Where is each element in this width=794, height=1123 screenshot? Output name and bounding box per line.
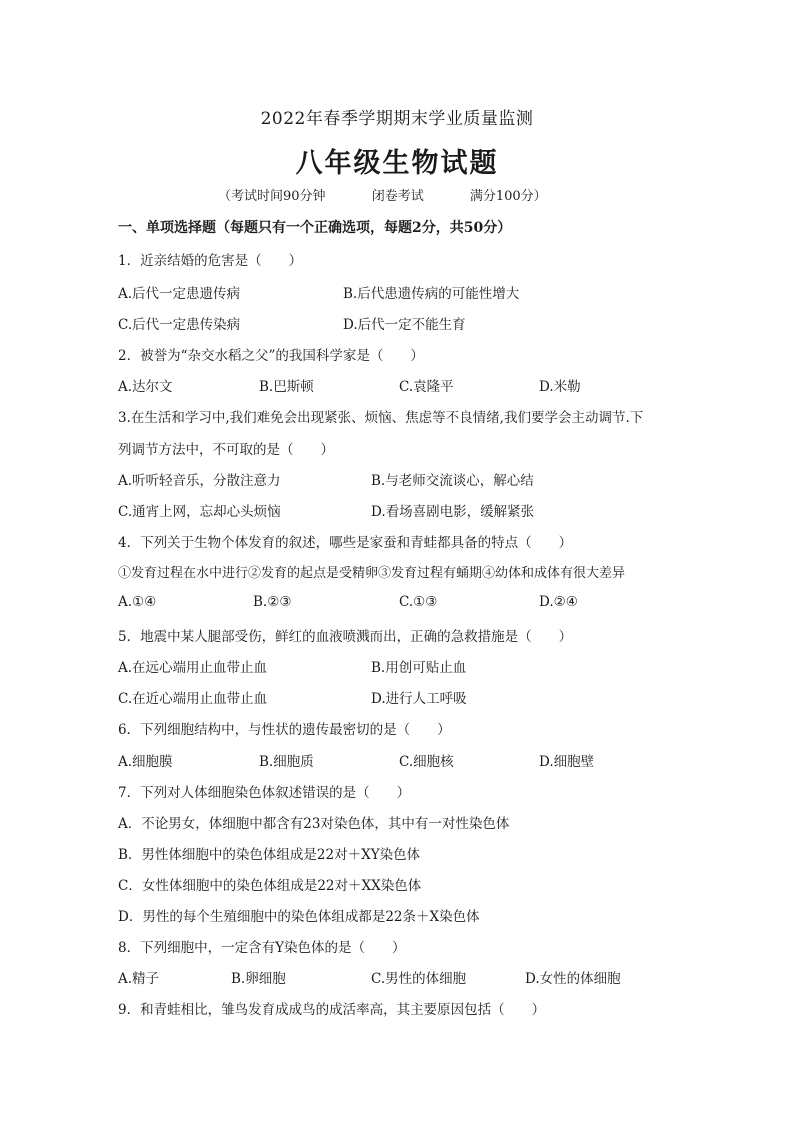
question-3-option-b: B.与老师交流谈心，解心结: [371, 473, 534, 489]
question-5-option-a: A.在远心端用止血带止血: [118, 660, 268, 676]
exam-mode: 闭卷考试: [371, 189, 424, 204]
question-4-option-a: A.①④: [118, 594, 157, 610]
question-3-option-a: A.听听轻音乐，分散注意力: [118, 473, 281, 489]
question-8-option-a: A.精子: [118, 971, 160, 987]
question-7-stem: 7．下列对人体细胞染色体叙述错误的是（ ）: [118, 785, 411, 801]
question-8-option-b: B.卵细胞: [231, 971, 286, 987]
question-1-option-c: C.后代一定患传染病: [118, 317, 241, 333]
question-6-stem: 6．下列细胞结构中，与性状的遗传最密切的是（ ）: [118, 722, 451, 738]
question-5-stem: 5．地震中某人腿部受伤，鲜红的血液喷溅而出，正确的急救措施是（ ）: [118, 629, 573, 645]
question-3-option-c: C.通宵上网，忘却心头烦恼: [118, 504, 281, 520]
question-9-stem: 9．和青蛙相比，雏鸟发育成成鸟的成活率高，其主要原因包括（ ）: [118, 1002, 546, 1018]
question-6-option-d: D.细胞壁: [539, 754, 595, 770]
question-7-option-d: D．男性的每个生殖细胞中的染色体组成都是22条＋X染色体: [118, 909, 480, 925]
question-6-option-b: B.细胞质: [259, 754, 314, 770]
question-2-option-b: B.巴斯顿: [259, 379, 314, 395]
question-8-option-c: C.男性的体细胞: [371, 971, 467, 987]
question-5-option-d: D.进行人工呼吸: [371, 691, 467, 707]
exam-score: 满分100分）: [469, 189, 547, 204]
question-1-stem: 1．近亲结婚的危害是（ ）: [118, 253, 303, 269]
exam-title: 八年级生物试题: [295, 148, 499, 179]
question-4-option-c: C.①③: [399, 594, 438, 610]
question-7-option-b: B．男性体细胞中的染色体组成是22对＋XY染色体: [118, 847, 421, 863]
question-7-option-c: C．女性体细胞中的染色体组成是22对＋XX染色体: [118, 878, 422, 894]
question-2-option-d: D.米勒: [539, 379, 581, 395]
question-4-statements: ①发育过程在水中进行②发育的起点是受精卵③发育过程有蛹期④幼体和成体有很大差异: [118, 566, 626, 581]
question-4-option-d: D.②④: [539, 594, 578, 610]
question-4-stem: 4．下列关于生物个体发育的叙述，哪些是家蚕和青蛙都具备的特点（ ）: [118, 535, 573, 551]
question-3-stem-line2: 列调节方法中，不可取的是（ ）: [118, 442, 334, 458]
section-heading: 一、单项选择题（每题只有一个正确选项，每题2分，共50分）: [118, 220, 512, 236]
question-8-option-d: D.女性的体细胞: [525, 971, 621, 987]
question-2-option-a: A.达尔文: [118, 379, 173, 395]
question-1-option-d: D.后代一定不能生育: [343, 317, 466, 333]
question-7-option-a: A．不论男女，体细胞中都含有23对染色体，其中有一对性染色体: [118, 816, 510, 832]
question-5-option-c: C.在近心端用止血带止血: [118, 691, 268, 707]
question-5-option-b: B.用创可贴止血: [371, 660, 467, 676]
question-1-option-a: A.后代一定患遗传病: [118, 286, 241, 302]
exam-supertitle: 2022年春季学期期末学业质量监测: [260, 109, 534, 129]
exam-info: [218, 185, 547, 204]
question-3-stem-line1: 3.在生活和学习中,我们难免会出现紧张、烦恼、焦虑等不良情绪,我们要学会主动调节.下: [118, 410, 644, 426]
question-6-option-a: A.细胞膜: [118, 754, 173, 770]
question-1-option-b: B.后代患遗传病的可能性增大: [343, 286, 520, 302]
question-6-option-c: C.细胞核: [399, 754, 454, 770]
exam-time: （考试时间90分钟: [218, 189, 326, 204]
question-2-stem: 2．被誉为“杂交水稻之父”的我国科学家是（ ）: [118, 348, 424, 364]
question-2-option-c: C.袁隆平: [399, 379, 454, 395]
question-4-option-b: B.②③: [253, 594, 292, 610]
question-8-stem: 8．下列细胞中，一定含有Y染色体的是（ ）: [118, 940, 406, 956]
question-3-option-d: D.看场喜剧电影，缓解紧张: [371, 504, 535, 520]
